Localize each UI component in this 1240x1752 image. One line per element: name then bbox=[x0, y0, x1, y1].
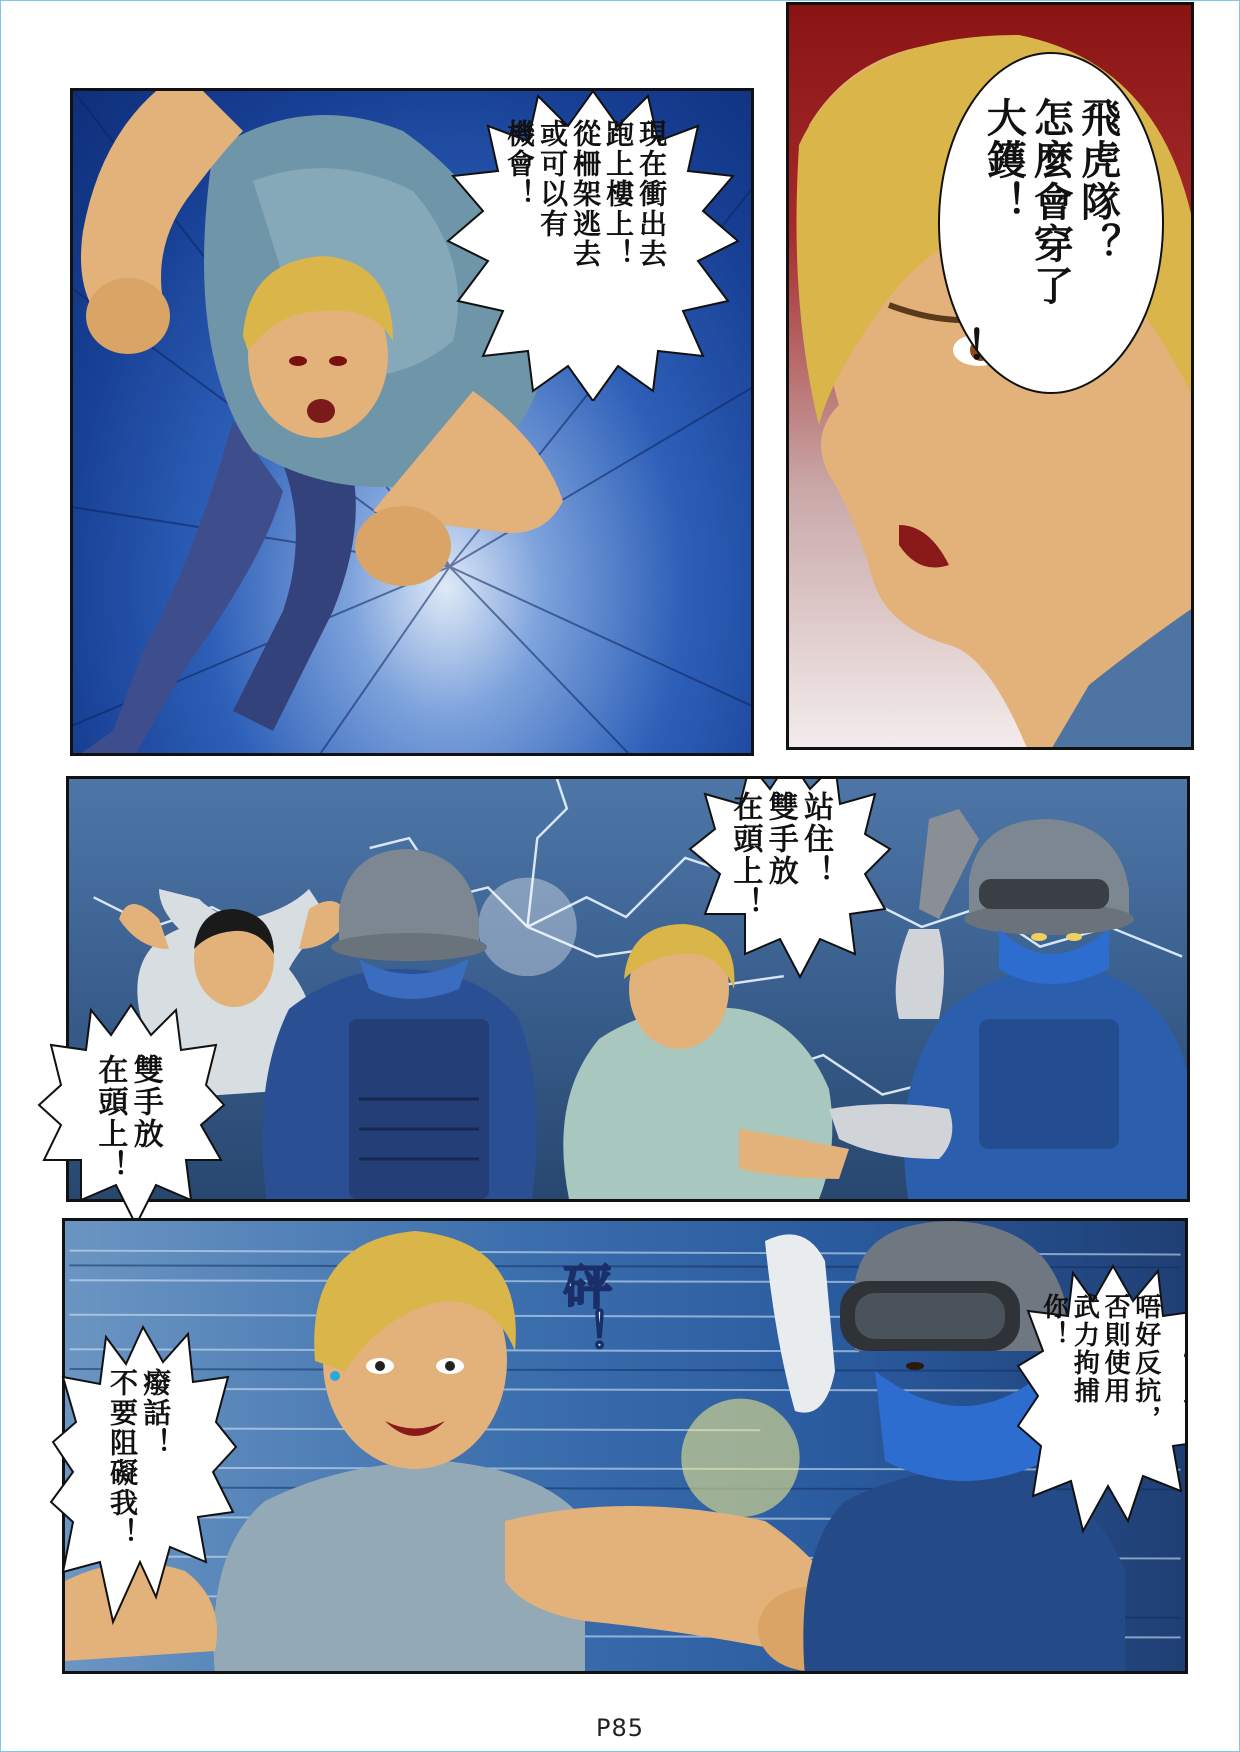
bubble-line: 武力拘捕 bbox=[1069, 1293, 1100, 1405]
bubble-line: 或可以有 bbox=[536, 119, 570, 239]
bubble-line: 跑上樓上！ bbox=[602, 119, 636, 269]
speech-text-flying-tigers bbox=[979, 97, 1121, 367]
bubble-line: 站住！ bbox=[798, 791, 834, 887]
panel-running-man bbox=[70, 88, 754, 756]
sfx-bang: 砰！ bbox=[555, 1261, 611, 1357]
officer-back-figure bbox=[229, 839, 559, 1202]
speech-text-exclaim bbox=[939, 327, 986, 369]
bubble-line: 否則使用 bbox=[1100, 1293, 1131, 1405]
speech-text-hands-on-head bbox=[92, 1054, 163, 1194]
bubble-line: 現在衝出去 bbox=[635, 119, 669, 269]
panel-arrest-scene bbox=[66, 776, 1190, 1202]
bubble-line: 大鑊！ bbox=[980, 97, 1027, 223]
bubble-line: 雙手放 bbox=[762, 791, 798, 887]
bubble-line: 從柵架逃去 bbox=[569, 119, 603, 269]
bubble-line: 在頭上！ bbox=[92, 1054, 128, 1182]
bubble-line: 雙手放 bbox=[127, 1054, 163, 1150]
bubble-line: 不要阻礙我！ bbox=[106, 1368, 140, 1548]
panel-closeup-face bbox=[786, 2, 1194, 750]
speech-text-stop bbox=[727, 791, 833, 941]
bubble-line: 唔好反抗， bbox=[1130, 1293, 1161, 1433]
bubble-line: 飛虎隊？ bbox=[1074, 97, 1121, 265]
bubble-line: 怎麼會穿了 bbox=[1027, 97, 1074, 307]
speech-text-escape-plan bbox=[503, 119, 668, 359]
bubble-line: 機會！ bbox=[503, 119, 537, 209]
speech-text-shut-up bbox=[106, 1368, 172, 1588]
bubble-line: 你！ bbox=[1038, 1293, 1069, 1349]
speech-text-dont-resist bbox=[1038, 1293, 1161, 1483]
bubble-line: 在頭上！ bbox=[727, 791, 763, 919]
bubble-line: 癈話！ bbox=[139, 1368, 173, 1458]
page-number: P85 bbox=[595, 1714, 644, 1742]
bubble-line: ！ bbox=[940, 327, 987, 369]
